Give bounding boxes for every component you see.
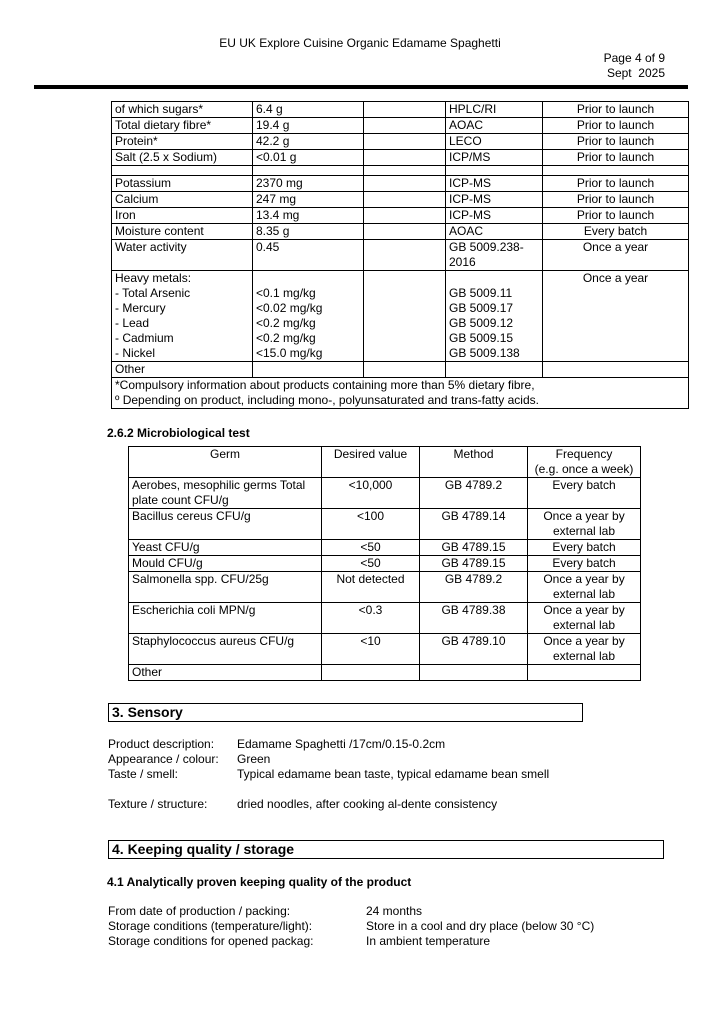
test-method: GB 4789.2: [420, 478, 528, 509]
empty-cell: [364, 102, 446, 118]
nutrient-value: 2370 mg: [253, 176, 364, 192]
nutrient-name: Total dietary fibre*: [112, 118, 253, 134]
table-row: [112, 134, 689, 150]
footnote-row: [112, 378, 689, 409]
heavy-metals-names: [112, 271, 253, 362]
metal-value: <15.0 mg/kg: [256, 346, 323, 360]
desired-value: [322, 665, 420, 681]
empty-cell: [364, 166, 446, 176]
sensory-item: [108, 767, 549, 782]
metal-name: - Nickel: [115, 346, 156, 360]
desired-value: <50: [322, 556, 420, 572]
metal-method: GB 5009.138: [449, 346, 520, 360]
empty-cell: [253, 362, 364, 378]
keeping-item: [108, 919, 594, 934]
page-number: Page 4 of 9: [603, 51, 665, 65]
column-header: Method: [420, 447, 528, 478]
empty-cell: [364, 150, 446, 166]
keeping-value: Store in a cool and dry place (below 30 °C): [366, 919, 595, 933]
keeping-value: 24 months: [366, 904, 423, 918]
metal-value: <0.2 mg/kg: [256, 331, 316, 345]
table-row: [129, 556, 641, 572]
nutrient-method: ICP-MS: [446, 192, 543, 208]
micro-table: [128, 446, 641, 681]
desired-value: Not detected: [322, 572, 420, 603]
other-label: Other: [112, 362, 253, 378]
sensory-label: Appearance / colour:: [108, 752, 219, 766]
nutrient-value: 13.4 mg: [253, 208, 364, 224]
germ-name: Bacillus cereus CFU/g: [129, 509, 322, 540]
empty-cell: [446, 362, 543, 378]
nutrient-name: of which sugars*: [112, 102, 253, 118]
nutrient-frequency: Prior to launch: [543, 150, 689, 166]
nutrient-frequency: Prior to launch: [543, 134, 689, 150]
nutrient-frequency: Every batch: [543, 224, 689, 240]
empty-cell: [364, 362, 446, 378]
empty-cell: [364, 224, 446, 240]
desired-value: <50: [322, 540, 420, 556]
table-row: [112, 208, 689, 224]
nutrient-name: Protein*: [112, 134, 253, 150]
metal-value: <0.1 mg/kg: [256, 286, 316, 300]
table-row: [112, 192, 689, 208]
metal-name: - Lead: [115, 316, 150, 330]
nutrient-value: 0.45: [253, 240, 364, 271]
table-row: [112, 224, 689, 240]
table-row: [112, 102, 689, 118]
header-rule: [34, 85, 688, 89]
nutrient-name: Calcium: [112, 192, 253, 208]
nutrient-frequency: Prior to launch: [543, 118, 689, 134]
table-row: [129, 572, 641, 603]
metal-method: GB 5009.17: [449, 301, 514, 315]
nutrient-value: 8.35 g: [253, 224, 364, 240]
nutrient-name: Salt (2.5 x Sodium): [112, 150, 253, 166]
test-method: [420, 665, 528, 681]
nutrient-method: ICP/MS: [446, 150, 543, 166]
nutrient-frequency: Once a year: [543, 240, 689, 271]
keeping-item: [108, 904, 422, 919]
empty-cell: [253, 166, 364, 176]
nutrient-frequency: Prior to launch: [543, 208, 689, 224]
keeping-label: From date of production / packing:: [108, 904, 291, 918]
empty-cell: [364, 208, 446, 224]
test-frequency: Every batch: [528, 556, 641, 572]
nutrient-name: Water activity: [112, 240, 253, 271]
column-header: Frequency (e.g. once a week): [528, 447, 641, 478]
germ-name: Staphylococcus aureus CFU/g: [129, 634, 322, 665]
test-frequency: [528, 665, 641, 681]
table-row: [112, 362, 689, 378]
metal-name: - Total Arsenic: [115, 286, 191, 300]
keeping-label: Storage conditions (temperature/light):: [108, 919, 313, 933]
nutrient-value: <0.01 g: [253, 150, 364, 166]
desired-value: <100: [322, 509, 420, 540]
test-method: GB 4789.10: [420, 634, 528, 665]
table-row: [112, 150, 689, 166]
sensory-item: [108, 752, 270, 767]
micro-heading: 2.6.2 Microbiological test: [107, 426, 250, 440]
table-row: [129, 665, 641, 681]
desired-value: <10: [322, 634, 420, 665]
test-frequency: Once a year by external lab: [528, 509, 641, 540]
test-frequency: Every batch: [528, 478, 641, 509]
empty-cell: [112, 166, 253, 176]
keeping-label: Storage conditions for opened packag:: [108, 934, 314, 948]
nutrient-name: Moisture content: [112, 224, 253, 240]
germ-name: Escherichia coli MPN/g: [129, 603, 322, 634]
desired-value: <10,000: [322, 478, 420, 509]
keeping-item: [108, 934, 490, 949]
test-frequency: Once a year by external lab: [528, 572, 641, 603]
table-row: [112, 271, 689, 362]
sensory-value: Green: [237, 752, 271, 766]
test-method: GB 4789.2: [420, 572, 528, 603]
empty-cell: [364, 192, 446, 208]
nutrient-method: ICP-MS: [446, 176, 543, 192]
metal-value: <0.2 mg/kg: [256, 316, 316, 330]
table-row: [129, 603, 641, 634]
nutrient-value: 247 mg: [253, 192, 364, 208]
sensory-heading: 3. Sensory: [108, 703, 583, 722]
nutrient-frequency: Prior to launch: [543, 192, 689, 208]
germ-name: Yeast CFU/g: [129, 540, 322, 556]
germ-name: Salmonella spp. CFU/25g: [129, 572, 322, 603]
empty-line: [449, 271, 539, 286]
footnote-fatty-acids: º Depending on product, including mono-, polyunsaturated and trans-fatty acids.: [115, 393, 539, 407]
nutrient-method: AOAC: [446, 224, 543, 240]
keeping-heading: 4. Keeping quality / storage: [108, 840, 664, 859]
nutrition-table: [111, 101, 689, 409]
empty-cell: [446, 166, 543, 176]
keeping-subheading: 4.1 Analytically proven keeping quality of the product: [107, 875, 412, 889]
table-row: [112, 240, 689, 271]
empty-cell: [543, 362, 689, 378]
test-method: GB 4789.14: [420, 509, 528, 540]
test-method: GB 4789.15: [420, 556, 528, 572]
footnotes: [112, 378, 689, 409]
metal-method: GB 5009.11: [449, 286, 513, 300]
test-method: GB 4789.38: [420, 603, 528, 634]
metal-name: - Mercury: [115, 301, 166, 315]
nutrient-method: HPLC/RI: [446, 102, 543, 118]
metal-name: - Cadmium: [115, 331, 174, 345]
empty-cell: [364, 271, 446, 362]
nutrient-value: 19.4 g: [253, 118, 364, 134]
sensory-value: dried noodles, after cooking al-dente consistency: [237, 797, 498, 811]
test-frequency: Once a year by external lab: [528, 603, 641, 634]
sensory-item: [108, 797, 497, 812]
nutrient-method: LECO: [446, 134, 543, 150]
test-frequency: Once a year by external lab: [528, 634, 641, 665]
nutrient-value: 42.2 g: [253, 134, 364, 150]
sensory-label: Product description:: [108, 737, 215, 751]
heavy-metals-values: [253, 271, 364, 362]
germ-name: Mould CFU/g: [129, 556, 322, 572]
table-row: [129, 509, 641, 540]
nutrient-frequency: Prior to launch: [543, 102, 689, 118]
test-method: GB 4789.15: [420, 540, 528, 556]
nutrient-name: Potassium: [112, 176, 253, 192]
document-title: EU UK Explore Cuisine Organic Edamame Spaghetti: [219, 36, 501, 50]
germ-name: Aerobes, mesophilic germs Total plate count CFU/g: [129, 478, 322, 509]
heavy-metals-methods: [446, 271, 543, 362]
sensory-value: Typical edamame bean taste, typical edamame bean smell: [237, 767, 550, 781]
nutrient-method: AOAC: [446, 118, 543, 134]
page-date: Sept 2025: [606, 66, 665, 80]
nutrient-method: GB 5009.238-2016: [446, 240, 543, 271]
nutrient-method: ICP-MS: [446, 208, 543, 224]
heavy-metals-frequency: Once a year: [543, 271, 689, 362]
spacer-row: [112, 166, 689, 176]
empty-cell: [364, 240, 446, 271]
sensory-value: Edamame Spaghetti /17cm/0.15-0.2cm: [237, 737, 446, 751]
header-row: [129, 447, 641, 478]
empty-cell: [364, 134, 446, 150]
table-row: [129, 634, 641, 665]
sensory-item: [108, 737, 445, 752]
table-row: [112, 176, 689, 192]
keeping-value: In ambient temperature: [366, 934, 491, 948]
metal-method: GB 5009.15: [449, 331, 514, 345]
sensory-label: Texture / structure:: [108, 797, 208, 811]
sensory-label: Taste / smell:: [108, 767, 179, 781]
test-frequency: Every batch: [528, 540, 641, 556]
nutrient-name: Iron: [112, 208, 253, 224]
germ-name: Other: [129, 665, 322, 681]
empty-cell: [364, 118, 446, 134]
empty-line: [256, 271, 360, 286]
column-header: Germ: [129, 447, 322, 478]
metal-method: GB 5009.12: [449, 316, 514, 330]
heavy-metals-title: Heavy metals:: [115, 271, 192, 285]
footnote-fibre: *Compulsory information about products containing more than 5% dietary fibre,: [115, 378, 535, 392]
table-row: [129, 478, 641, 509]
nutrient-value: 6.4 g: [253, 102, 364, 118]
page-info: [604, 51, 665, 81]
empty-cell: [364, 176, 446, 192]
column-header: Desired value: [322, 447, 420, 478]
desired-value: <0.3: [322, 603, 420, 634]
table-row: [129, 540, 641, 556]
table-row: [112, 118, 689, 134]
metal-value: <0.02 mg/kg: [256, 301, 323, 315]
nutrient-frequency: Prior to launch: [543, 176, 689, 192]
empty-cell: [543, 166, 689, 176]
